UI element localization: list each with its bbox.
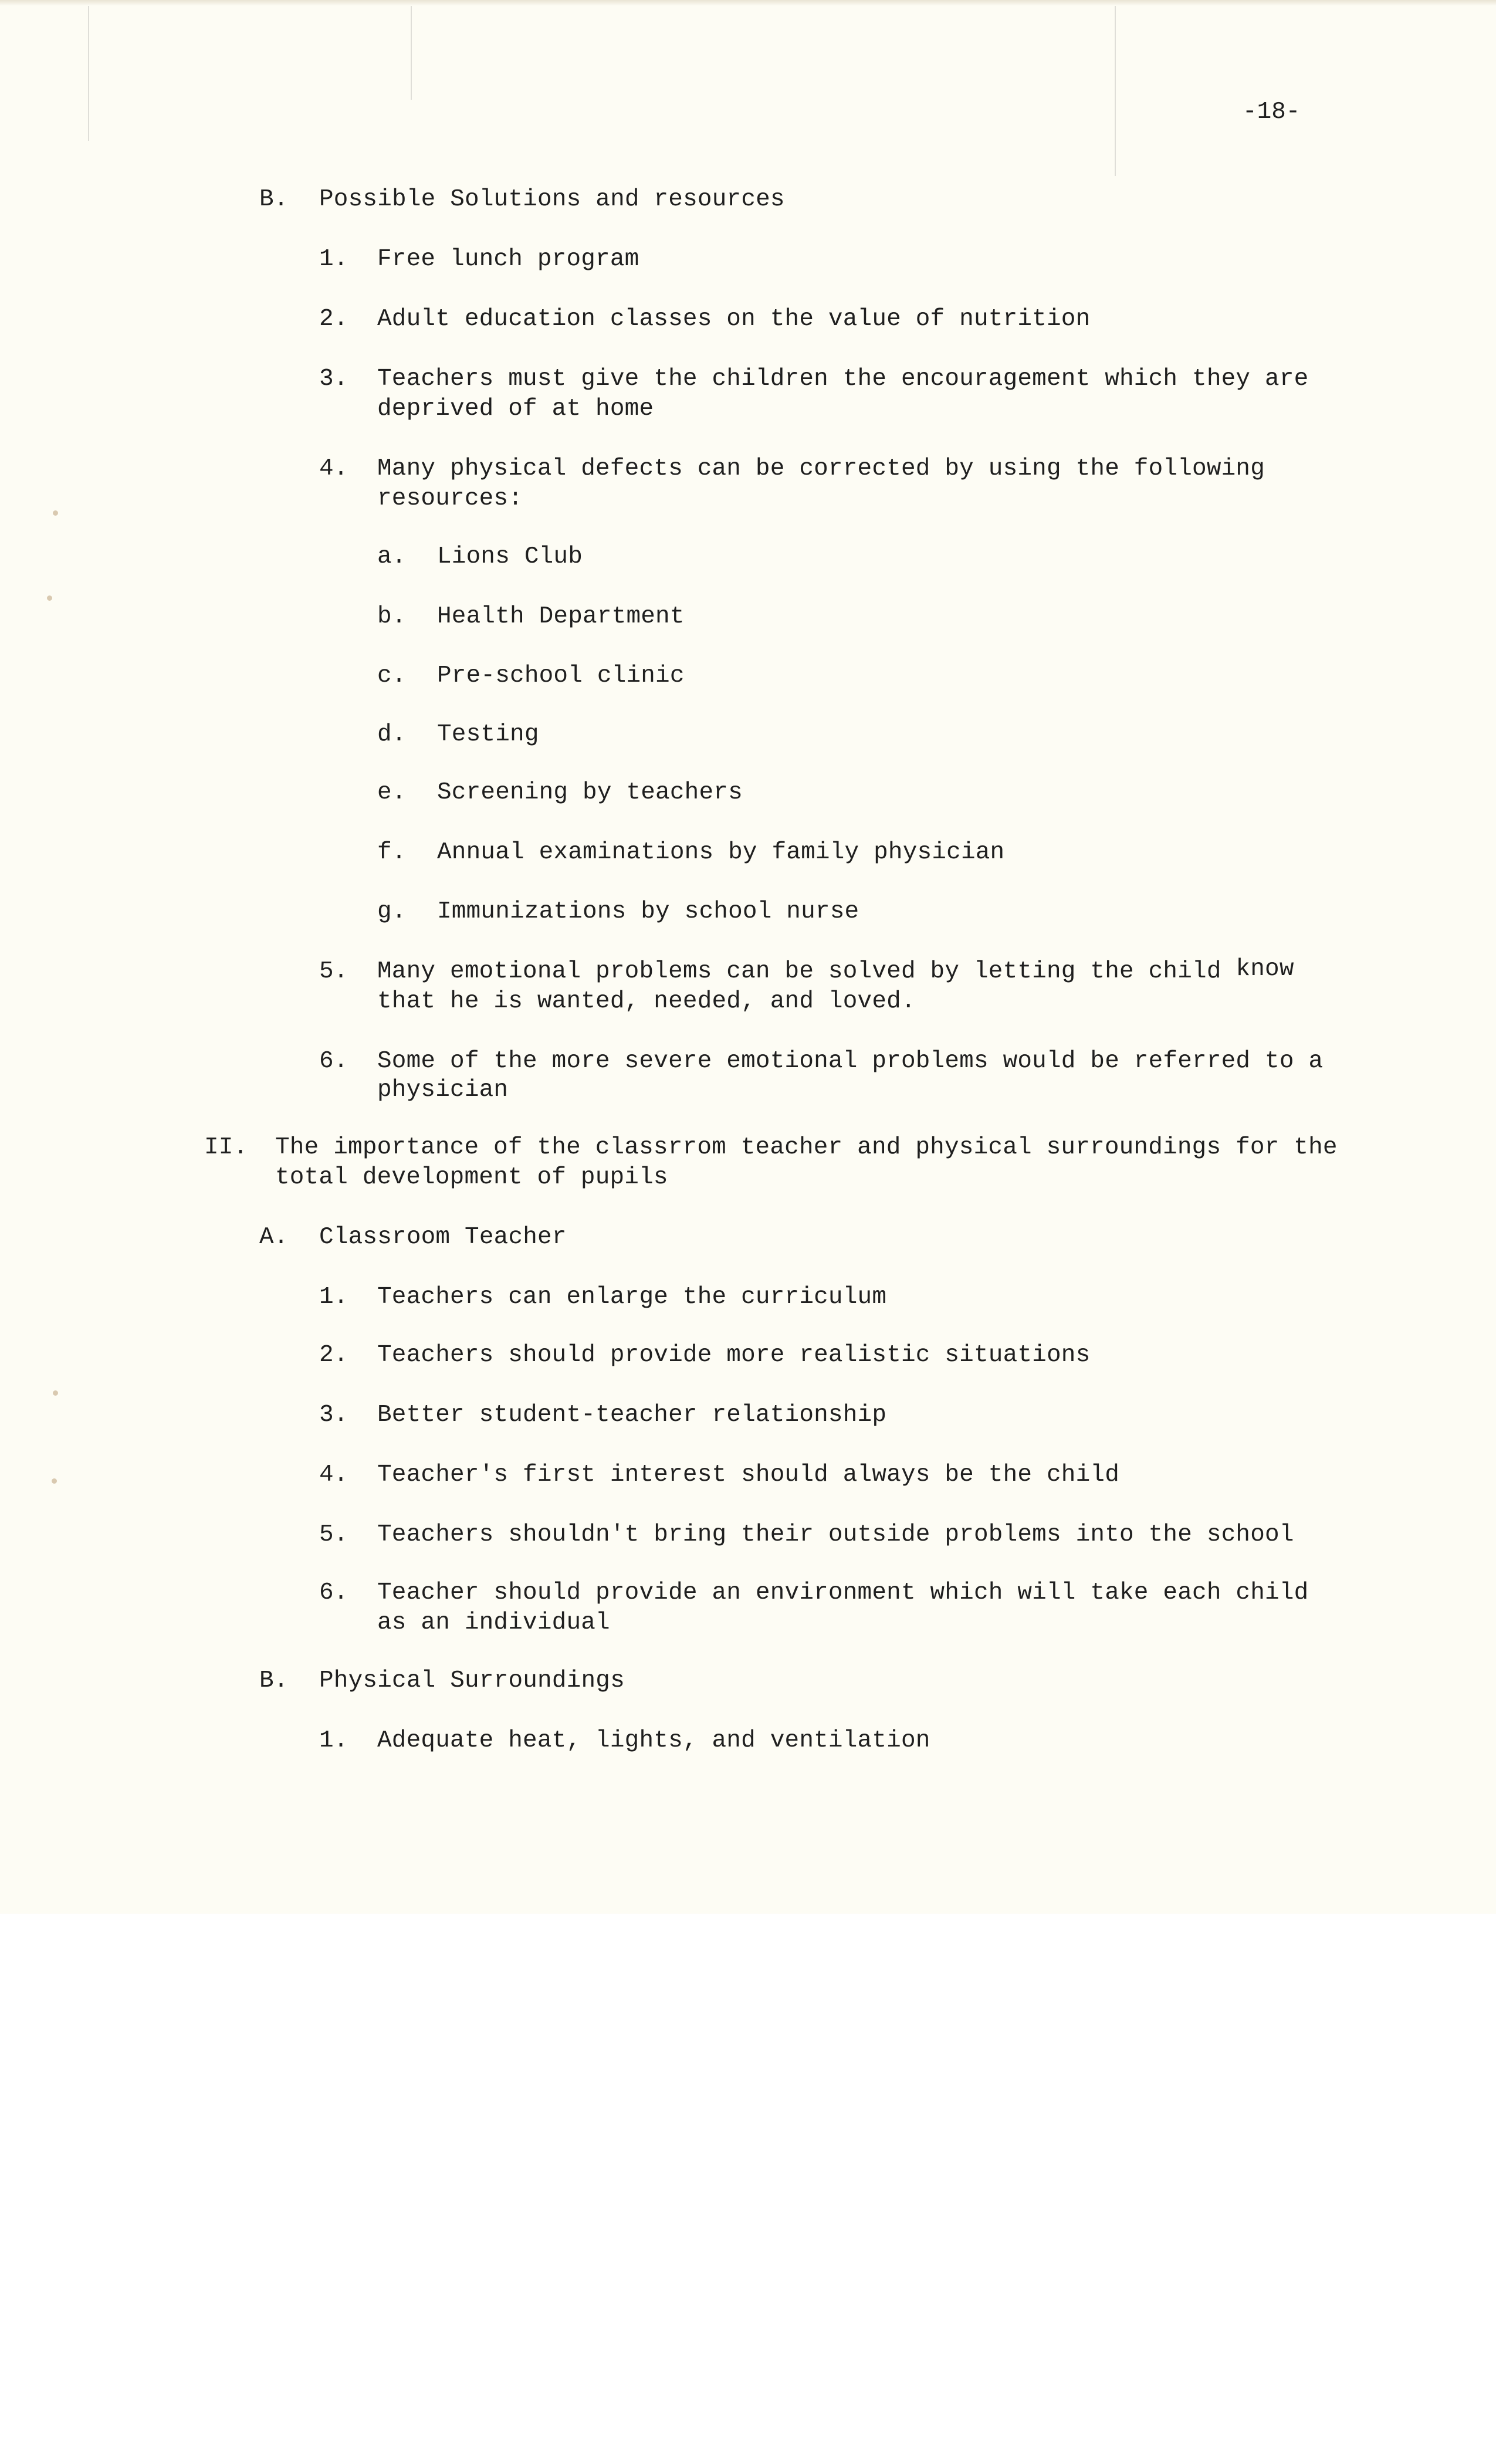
list-item: Adult education classes on the value of nutrition — [377, 306, 1091, 333]
list-item-continuation: physician — [377, 1077, 509, 1104]
list-item — [377, 957, 1294, 986]
margin-mark — [52, 1478, 57, 1484]
list-number: 1. — [319, 1284, 348, 1311]
list-number: 6. — [319, 1048, 348, 1075]
subsection-heading: Classroom Teacher — [319, 1224, 567, 1251]
list-item-raised-word: know — [1236, 956, 1294, 983]
resource-letter: d. — [377, 721, 407, 748]
list-number: 4. — [319, 455, 348, 482]
scan-streak — [88, 6, 89, 141]
resource-item: Pre-school clinic — [437, 662, 685, 689]
resource-letter: b. — [377, 603, 407, 630]
scan-streak — [411, 6, 412, 100]
list-number: 2. — [319, 1342, 348, 1369]
margin-mark — [47, 595, 52, 601]
list-item-text: Many emotional problems can be solved by letting the child — [377, 958, 1221, 985]
list-number: 1. — [319, 1727, 348, 1754]
resource-item: Health Department — [437, 603, 685, 630]
list-number: 5. — [319, 1521, 348, 1548]
margin-mark — [53, 510, 58, 516]
list-item: Teacher's first interest should always be the child — [377, 1461, 1120, 1488]
list-item-continuation: deprived of at home — [377, 395, 654, 422]
section-heading-continuation: total development of pupils — [275, 1164, 668, 1191]
subsection-marker: A. — [259, 1224, 289, 1251]
resource-item: Immunizations by school nurse — [437, 898, 859, 925]
list-item: Some of the more severe emotional problems would be referred to a — [377, 1048, 1324, 1075]
section-marker: B. — [259, 186, 289, 213]
list-item: Better student-teacher relationship — [377, 1402, 887, 1429]
list-item: Free lunch program — [377, 246, 639, 273]
list-number: 2. — [319, 306, 348, 333]
list-item-continuation: that he is wanted, needed, and loved. — [377, 988, 916, 1015]
page-number: -18- — [1243, 99, 1301, 126]
section-heading: Possible Solutions and resources — [319, 186, 785, 213]
subsection-heading: Physical Surroundings — [319, 1667, 625, 1694]
resource-letter: a. — [377, 543, 407, 570]
resource-item: Testing — [437, 721, 539, 748]
resource-item: Annual examinations by family physician — [437, 839, 1005, 866]
section-marker: II. — [204, 1134, 248, 1161]
list-number: 3. — [319, 1402, 348, 1429]
resource-item: Lions Club — [437, 543, 583, 570]
list-item: Teacher should provide an environment which will take each child — [377, 1579, 1309, 1606]
list-item-continuation: as an individual — [377, 1609, 610, 1636]
subsection-marker: B. — [259, 1667, 289, 1694]
list-item: Teachers shouldn't bring their outside problems into the school — [377, 1521, 1294, 1548]
list-item: Teachers must give the children the encouragement which they are — [377, 365, 1309, 392]
resource-item: Screening by teachers — [437, 779, 743, 806]
resource-letter: c. — [377, 662, 407, 689]
section-heading: The importance of the classrrom teacher and physical surroundings for the — [275, 1134, 1338, 1161]
resource-letter: f. — [377, 839, 407, 866]
resource-letter: g. — [377, 898, 407, 925]
list-item: Many physical defects can be corrected by using the following — [377, 455, 1265, 482]
list-number: 1. — [319, 246, 348, 273]
list-number: 6. — [319, 1579, 348, 1606]
list-number: 4. — [319, 1461, 348, 1488]
list-item: Teachers should provide more realistic situations — [377, 1342, 1091, 1369]
list-number: 3. — [319, 365, 348, 392]
scan-top-edge — [0, 0, 1496, 6]
list-item: Teachers can enlarge the curriculum — [377, 1284, 887, 1311]
list-item-continuation: resources: — [377, 485, 523, 512]
margin-mark — [53, 1390, 58, 1396]
list-item: Adequate heat, lights, and ventilation — [377, 1727, 930, 1754]
list-number: 5. — [319, 958, 348, 985]
resource-letter: e. — [377, 779, 407, 806]
scan-streak — [1115, 6, 1116, 176]
